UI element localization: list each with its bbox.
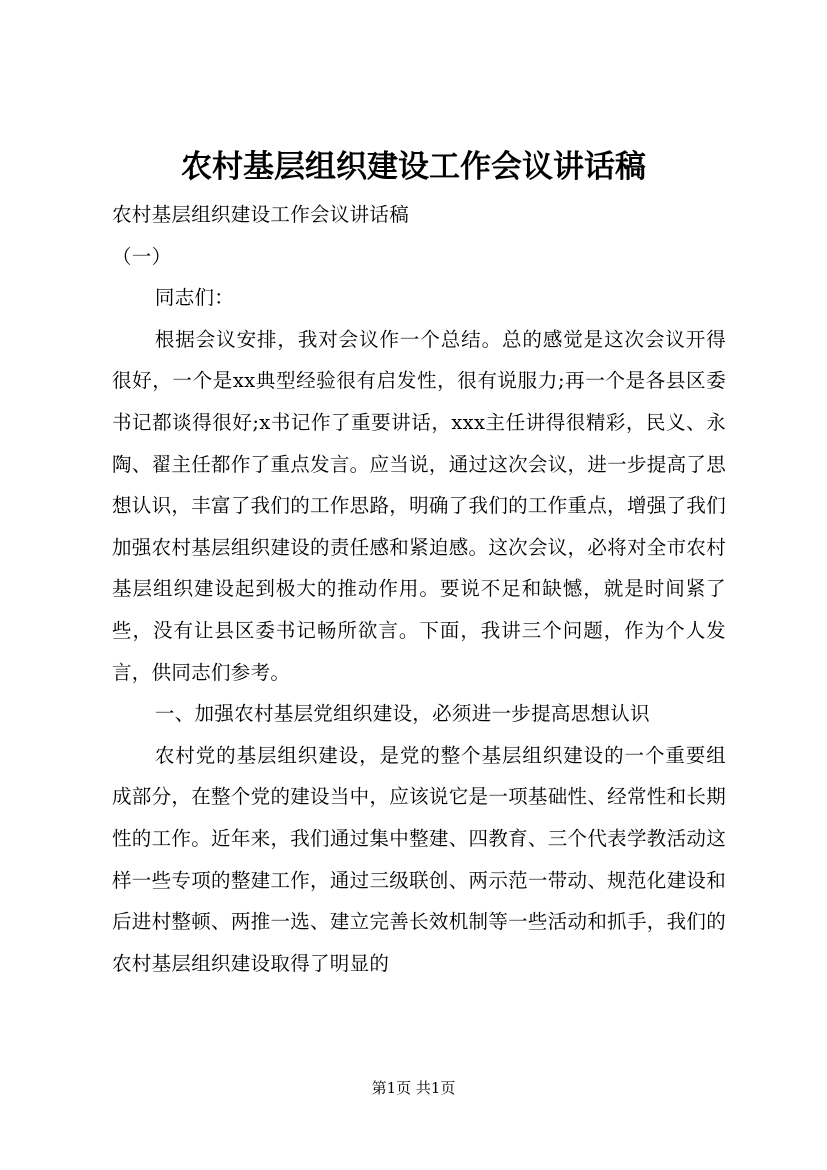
section-heading: 一、加强农村基层党组织建设，必须进一步提高思想认识 [154,702,650,726]
document-subtitle: 农村基层组织建设工作会议讲话稿 [112,203,410,226]
paragraph: 农村党的基层组织建设，是党的整个基层组织建设的一个重要组成部分，在整个党的建设当中，应该说它是一项基础性、经常性和长期性的工作。近年来，我们通过集中整建、四教育、三个代表学教活动这样一些专项的整建工作，通过三级联创、两示范一带动、规范化建设和后进村整顿、两推一选、建立完善长效机制等一些活动和抓手，我们的农村基层组织建设取得了明显的 [112,743,726,975]
document-body [112,194,726,984]
page-footer: 第1页 共1页 [371,1079,456,1097]
section-marker: （一） [112,244,172,268]
document-title: 农村基层组织建设工作会议讲话稿 [181,149,646,185]
salutation: 同志们： [154,286,235,310]
paragraph: 根据会议安排，我对会议作一个总结。总的感觉是这次会议开得很好，一个是xx典型经验很有启发性，很有说服力;再一个是各县区委书记都谈得很好;x书记作了重要讲话，xxx主任讲得很精彩，民义、永陶、翟主任都作了重点发言。应当说，通过这次会议，进一步提高了思想认识，丰富了我们的工作思路，明确了我们的工作重点，增强了我们加强农村基层组织建设的责任感和紧迫感。这次会议，必将对全市农村基层组织建设起到极大的推动作用。要说不足和缺憾，就是时间紧了些，没有让县区委书记畅所欲言。下面，我讲三个问题，作为个人发言，供同志们参考。 [112,327,726,684]
